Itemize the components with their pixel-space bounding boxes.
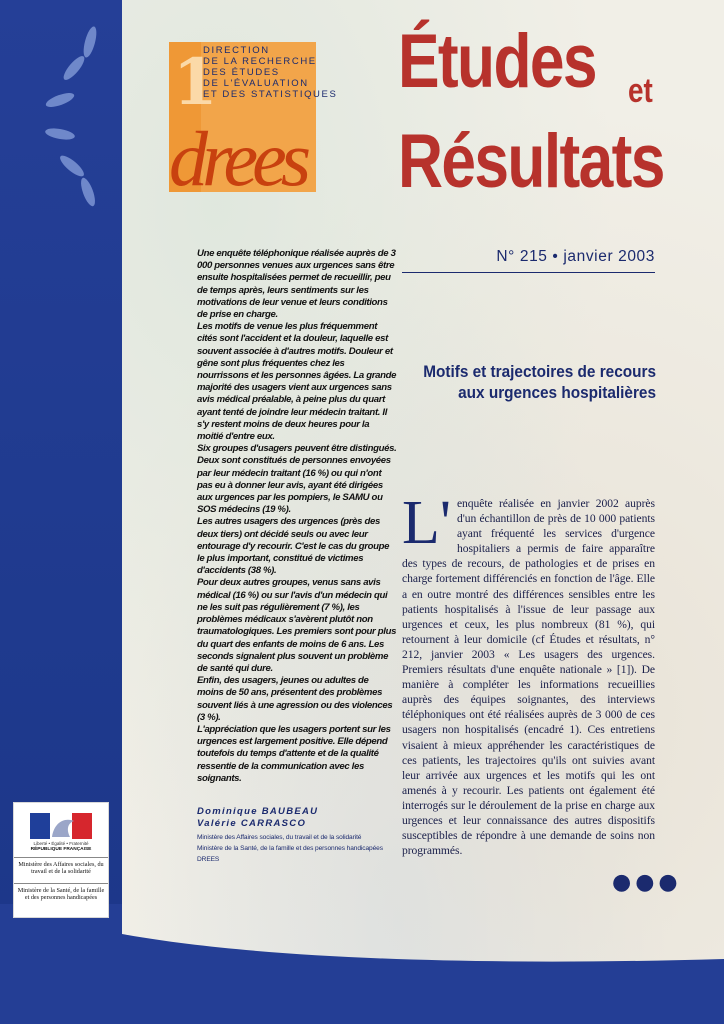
bottom-wave-band xyxy=(0,904,724,1024)
ministry-logo xyxy=(13,802,109,918)
summary-paragraph: Les motifs de venue les plus fréquemment cités sont l'accident et la douleur, laquelle est souvent associée à d'autres motifs. Douleur et gêne sont plus fréquentes chez les nourrissons et les personnes âgées. La grande majorité des usagers vient aux urgences sans avis médical préalable, à peine plus du quart ayant tenté de joindre leur médecin traitant. Il s'y restent moins de deux heures pour la moitié d'entre eux. xyxy=(197,321,397,443)
logo-text-block xyxy=(203,45,337,100)
summary-paragraph: Enfin, des usagers, jeunes ou adultes de moins de 50 ans, présentent des problèmes souvent liés à une agression ou des violences (3 %). xyxy=(197,675,393,723)
author-affiliation xyxy=(197,832,397,865)
ministry-divider xyxy=(14,857,108,858)
article-body xyxy=(402,489,655,858)
logo-line: DE LA RECHERCHE xyxy=(203,56,317,67)
ministry-name-1: Ministère des Affaires sociales, du travail et de la solidarité xyxy=(18,861,104,876)
logo-line: ET DES STATISTIQUES xyxy=(203,89,338,100)
affiliation-line: Ministère de la Santé, de la famille et des personnes handicapées xyxy=(197,845,383,852)
author-name: Dominique BAUBEAU xyxy=(197,806,319,817)
affiliation-line: DREES xyxy=(197,856,220,863)
summary-paragraph: L'appréciation que les usagers portent sur les urgences est largement positive. Elle dépend toutefois du temps d'attente et de la qualité ressentie de la communication avec les soignants. xyxy=(197,723,391,784)
ministry-name-2: Ministère de la Santé, de la famille et des personnes handicapées xyxy=(17,887,105,902)
affiliation-line: Ministère des Affaires sociales, du travail et de la solidarité xyxy=(197,834,362,841)
flower-petals-icon xyxy=(20,20,110,220)
logo-line: DE L'ÉVALUATION xyxy=(203,78,309,89)
author-name: Valérie CARRASCO xyxy=(197,818,307,829)
summary-paragraph: Une enquête téléphonique réalisée auprès de 3 000 personnes venues aux urgences sans être ensuite hospitalisées permet de recueillir, peu de temps après, leurs sentiments sur les motivations de leur venue et leurs conditions de prise en charge. xyxy=(197,248,396,321)
republic-motto: Liberté • Égalité • Fraternité xyxy=(33,841,89,846)
logo-wordmark: drees xyxy=(169,115,306,192)
summary-paragraph: Six groupes d'usagers peuvent être distingués. Deux sont constitués de personnes envoyées par leur médecin traitant (16 %) ou qui n'ont pas eu à donner leur avis, ayant été dirigées aux urgences par les pompiers, le SAMU ou SOS médecins (19 %). xyxy=(197,443,397,516)
publication-title-et: et xyxy=(628,72,653,110)
publication-title-line1: Études xyxy=(398,19,596,104)
logo-line: DIRECTION xyxy=(203,45,270,56)
summary-abstract xyxy=(197,248,397,785)
article-body-text: enquête réalisée en janvier 2002 auprès d'un échantillon de près de 10 000 patients ayant fréquenté les services d'urgence hospitaliers a permis de faire apparaître des types de recours, de pathologies et de prises en charge fortement différenciés en fonction de l'âge. Elle a en outre montré des différences sensibles entre les patients hospitalisés à l'issue de leur passage aux urgences et ceux, les plus nombreux (81 %), qui retournent à leur domicile (cf Études et résultats, n° 212, janvier 2003 « Les usagers des urgences. Premiers résultats d'une enquête nationale » [1]). De manière à compléter les informations recueillies auprès des équipes soignantes, des interviews téléphoniques ont été réalisées auprès de 3 000 de ces usagers non hospitalisés (encadré 1). Ces entretiens visaient à mieux appréhender les caractéristiques de ces patients, les trajectoires qu'ils ont suivies avant leur arrivée aux urgences et les motifs qui les ont amenés à y recourir. Les patients ont également été interrogés sur le déroulement de la prise en charge aux urgences et leur connaissance des autres dispositifs susceptibles de répondre à une demande de soins non programmés. xyxy=(402,497,655,858)
continuation-dots: ●●● xyxy=(612,870,682,895)
republic-name: RÉPUBLIQUE FRANÇAISE xyxy=(30,847,92,852)
summary-paragraph: Pour deux autres groupes, venus sans avis médical (16 %) ou sur l'avis d'un médecin qui ne les suit pas régulièrement (7 %), les problèmes médicaux s'avèrent plutôt non traumatologiques. Les premiers sont pour plus du quart des enfants de moins de 6 ans. Les seconds signalent plus souvent un problème de santé qui dure. xyxy=(197,577,397,674)
summary-paragraph: Les autres usagers des urgences (près des deux tiers) ont décidé seuls ou avec leur entourage d'y recourir. C'est le cas du groupe le plus important, constitué de victimes d'accidents (38 %). xyxy=(197,516,390,577)
issue-number: N° 215 • janvier 2003 xyxy=(496,248,655,265)
publication-title-line2: Résultats xyxy=(398,119,664,204)
marianne-icon xyxy=(30,811,92,841)
drop-cap: L' xyxy=(402,489,451,557)
issue-divider xyxy=(402,272,655,273)
ministry-divider xyxy=(14,883,108,884)
author-block xyxy=(197,806,397,865)
article-title: Motifs et trajectoires de recours aux urgences hospitalières xyxy=(423,363,656,402)
svg-text:1: 1 xyxy=(173,45,218,120)
logo-line: DES ÉTUDES xyxy=(203,67,280,78)
